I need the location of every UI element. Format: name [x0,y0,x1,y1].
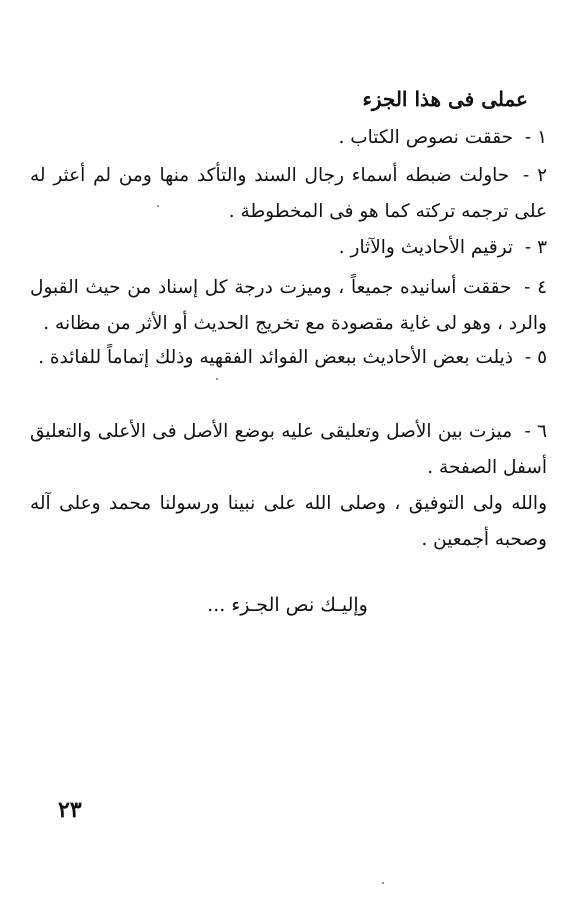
item-text: ذيلت بعض الأحاديث ببعض الفوائد الفقهيه وذلك إتماماً للفائدة . [38,347,514,368]
item-text: ترقيم الأحاديث والآثار . [338,237,514,258]
item-number: ١ - [524,127,547,148]
scan-speck [157,205,159,207]
closing-prayer: والله ولى التوفيق ، وصلى الله على نبينا ورسولنا محمد وعلى آله وصحبه أجمعين . [30,493,547,550]
item-number: ٣ - [524,237,547,258]
section-heading: عملى فى هذا الجزء [362,87,528,111]
work-item-6 [30,414,547,486]
item-number: ٥ - [524,347,547,368]
work-item-5 [30,340,547,376]
item-text: حاولت ضبطه أسماء رجال السند والتأكد منها ومن لم أعثر له على ترجمه تركته كما هو فى المخطوطة . [30,165,547,222]
item-number: ٢ - [523,165,548,186]
item-number: ٤ - [524,277,547,298]
page-number: ٢٣ [58,797,82,823]
scan-speck [216,378,218,380]
item-text: ميزت بين الأصل وتعليقى عليه بوضع الأصل فى الأعلى والتعليق أسفل الصفحة . [30,421,547,478]
next-section-line: وإليـك نص الجـزء ... [207,594,368,616]
work-item-1 [30,120,547,156]
item-text: حققت أسانيده جميعاً ، وميزت درجة كل إسناد من حيث القبول والرد ، وهو لى غاية مقصودة مع تخريج الحديث أو الأثر من مظانه . [30,277,547,334]
item-number: ٦ - [524,421,547,442]
scan-speck [382,882,384,884]
item-text: حققت نصوص الكتاب . [338,127,514,148]
work-item-4 [30,270,547,342]
work-item-2 [30,158,547,230]
work-item-3 [30,230,547,266]
